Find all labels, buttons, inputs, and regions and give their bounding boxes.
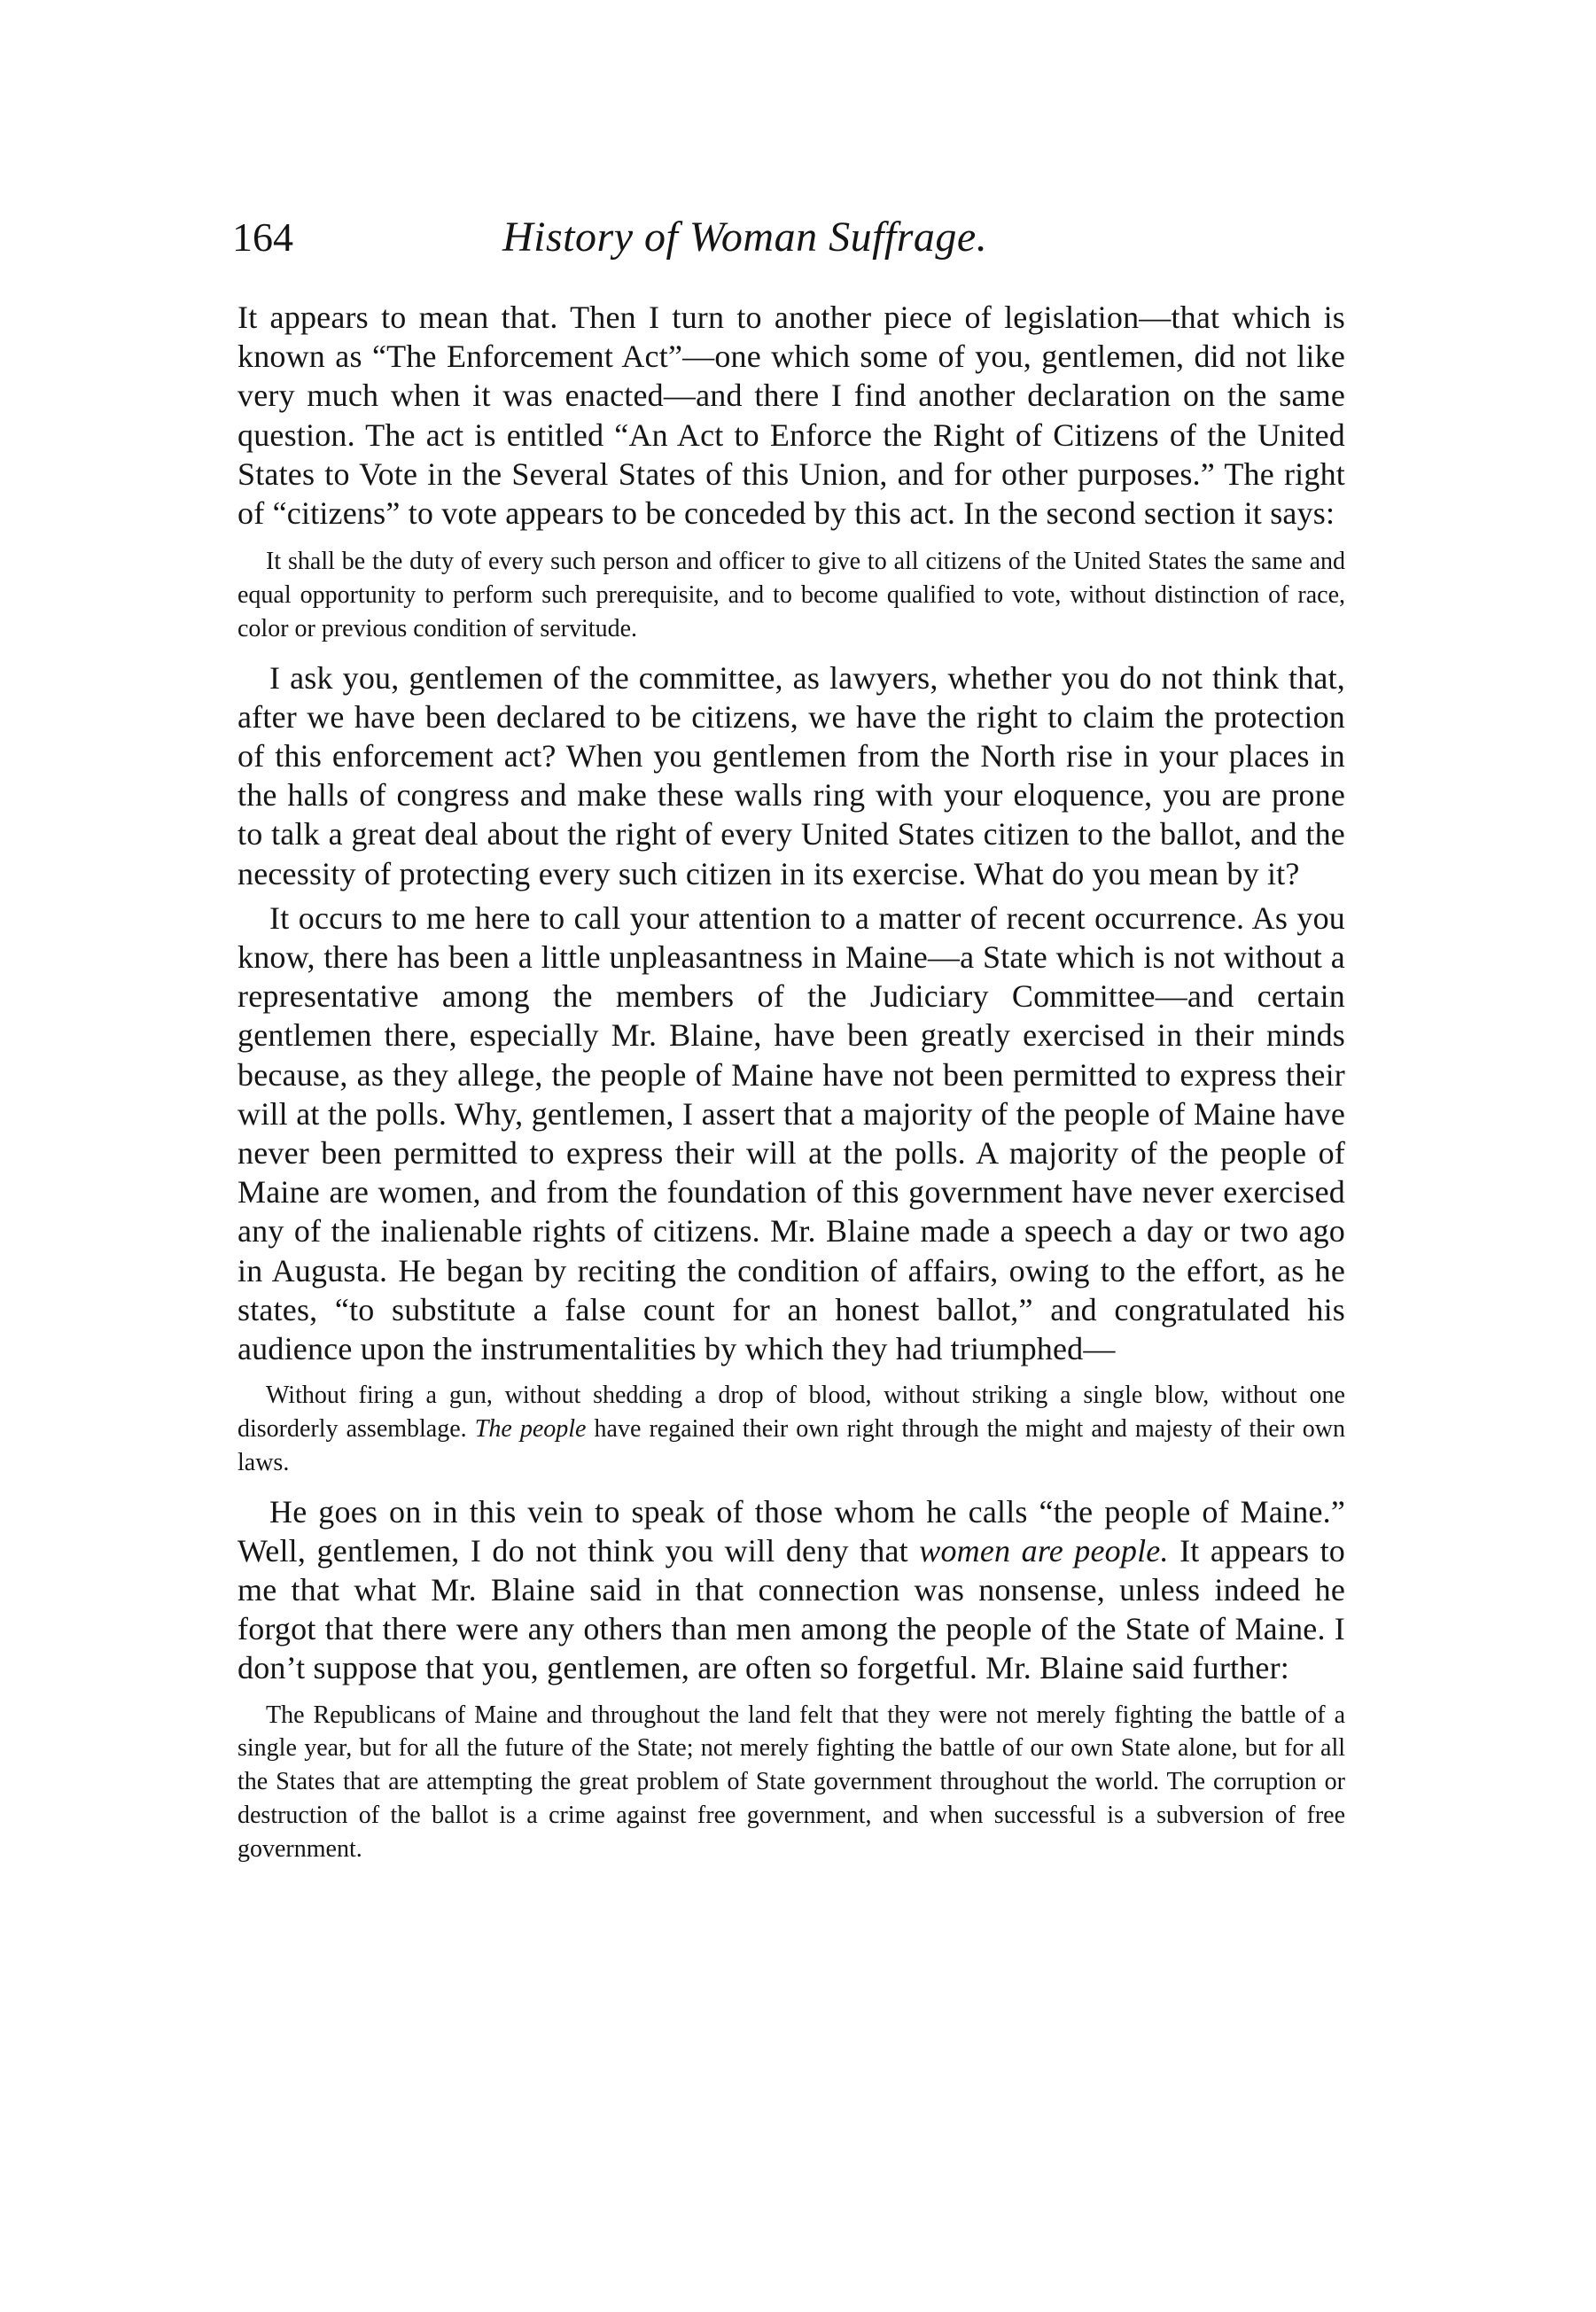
quotation-enforcement-act-section: It shall be the duty of every such person and officer to give to all citizens of the United States the same and equal opportunity to perform such prerequisite, and to become qualified to vote, without distinction of race, color or previous condition of servitude.: [237, 548, 1345, 642]
running-head: History of Woman Suffrage.: [502, 214, 988, 261]
quotation-republicans-of-maine: The Republicans of Maine and throughout the land felt that they were not merely fighting the battle of a single year, but for all the future of the State; not merely fighting the battle of our own State alone, but for all the States that are attempting the great problem of State government throughout the world. The corruption or destruction of the ballot is a crime against free government, and when successful is a subversion of free government.: [237, 1701, 1345, 1863]
quotation-blaine-augusta: [237, 1379, 1345, 1479]
body-text: [237, 298, 1345, 1879]
quotation-text: have regained their own right through the might and majesty of their own laws.: [237, 1415, 1346, 1476]
paragraph-committee-lawyers: I ask you, gentlemen of the committee, as lawyers, whether you do not think that, after we have been declared to be citizens, we have the right to claim the protection of this enforcement act? When you gentlemen from the North rise in your places in the halls of congress and make these walls ring with your eloquence, you are prone to talk a great deal about the right of every United States citizen to the ballot, and the necessity of protecting every such citizen in its exercise. What do you mean by it?: [237, 659, 1345, 891]
paragraph-text: He goes on in this vein to speak of those whom he calls “the people of Maine.” Well, gentlemen, I do not think you will deny that: [237, 1493, 1345, 1569]
quotation-italic-phrase: The people: [474, 1415, 587, 1444]
paragraph-enforcement-act: It appears to mean that. Then I turn to another piece of legislation—that which is known as “The Enforcement Act”—one which some of you, gentlemen, did not like very much when it was enacted—and there I find another declaration on the same question. The act is entitled “An Act to Enforce the Right of Citizens of the United States to Vote in the Several States of this Union, and for other purposes.” The right of “citizens” to vote appears to be conceded by this act. In the second section it says:: [237, 300, 1345, 532]
quotation-text: Without firing a gun, without shedding a drop of blood, without striking a single blow, without one disorderly assemblage.: [237, 1382, 1345, 1444]
page-number: 164: [232, 214, 293, 260]
paragraph-people-of-maine: [237, 1492, 1345, 1688]
paragraph-maine-unpleasantness: It occurs to me here to call your attention to a matter of recent occurrence. As you know, there has been a little unpleasantness in Maine—a State which is not without a representative among the members of the Judiciary Committee—and certain gentlemen there, especially Mr. Blaine, have been greatly exercised in their minds because, as they allege, the people of Maine have not been permitted to express their will at the polls. Why, gentlemen, I assert that a majority of the people of Maine have never been permitted to express their will at the polls. A majority of the people of Maine are women, and from the foundation of this government have never exercised any of the inalienable rights of citizens. Mr. Blaine made a speech a day or two ago in Augusta. He began by reciting the condition of affairs, owing to the effort, as he states, “to substitute a false count for an honest ballot,” and congratulated his audience upon the instrumentalities by which they had triumphed—: [237, 899, 1345, 1367]
paragraph-text: It appears to me that what Mr. Blaine said in that connection was nonsense, unless indeed he forgot that there were any others than men among the people of the State of Maine. I don’t suppose that you, gentlemen, are often so forgetful. Mr. Blaine said further:: [237, 1532, 1345, 1686]
page-header: [232, 211, 1349, 282]
paragraph-italic-phrase: women are people.: [919, 1532, 1169, 1569]
